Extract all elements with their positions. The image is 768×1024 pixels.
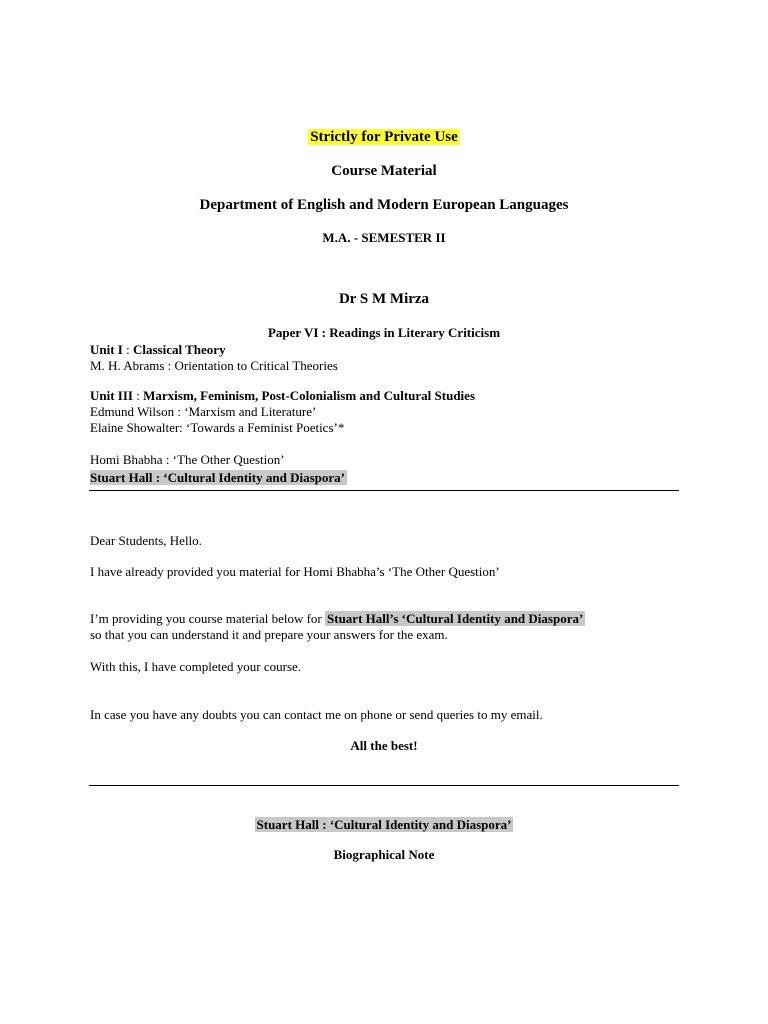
- teacher-name: Dr S M Mirza: [338, 291, 430, 307]
- unit1-heading: [90, 342, 226, 358]
- letter-para-hall-continued: so that you can understand it and prepare your answers for the exam.: [90, 627, 448, 642]
- section-title-text: Stuart Hall : ‘Cultural Identity and Diaspora’: [256, 817, 512, 832]
- section-title: [0, 817, 768, 833]
- private-use-notice-text: Strictly for Private Use: [310, 129, 458, 145]
- unit1-title: Classical Theory: [133, 342, 226, 357]
- unit3-label: Unit III: [90, 388, 133, 403]
- private-use-notice: [0, 129, 768, 146]
- unit1-separator: :: [122, 342, 133, 357]
- letter-signoff: All the best!: [350, 738, 418, 753]
- unit3-item-hall-text: Stuart Hall : ‘Cultural Identity and Diaspora’: [90, 470, 345, 485]
- section-subtitle: Biographical Note: [333, 847, 435, 862]
- letter-para-hall-pre: I’m providing you course material below for: [90, 611, 326, 626]
- letter-para-completed: With this, I have completed your course.: [90, 659, 302, 674]
- unit1-item-abrams: M. H. Abrams : Orientation to Critical Theories: [90, 358, 338, 373]
- department-heading: Department of English and Modern European Languages: [199, 197, 569, 213]
- semester-heading: M.A. - SEMESTER II: [322, 230, 446, 245]
- letter-greeting: Dear Students, Hello.: [90, 533, 202, 548]
- divider-bottom: [89, 785, 679, 786]
- letter-para-contact: In case you have any doubts you can contact me on phone or send queries to my email.: [90, 707, 543, 722]
- unit3-item-wilson: Edmund Wilson : ‘Marxism and Literature’: [90, 404, 317, 419]
- unit1-label: Unit I: [90, 342, 123, 357]
- course-material-heading: Course Material: [331, 163, 437, 179]
- paper-title: Paper VI : Readings in Literary Criticism: [267, 325, 501, 340]
- letter-para-hall-highlight: Stuart Hall’s ‘Cultural Identity and Diaspora’: [327, 611, 584, 626]
- unit3-heading: [90, 388, 475, 404]
- unit3-separator: :: [133, 388, 144, 403]
- unit3-title: Marxism, Feminism, Post-Colonialism and Cultural Studies: [143, 388, 475, 403]
- unit3-item-bhabha: Homi Bhabha : ‘The Other Question’: [90, 452, 285, 467]
- letter-para-hall: [90, 611, 585, 627]
- divider-top: [89, 490, 679, 491]
- unit3-item-showalter: Elaine Showalter: ‘Towards a Feminist Poetics’*: [90, 420, 345, 435]
- unit3-item-hall: [90, 470, 347, 486]
- letter-para-bhabha: I have already provided you material for Homi Bhabha’s ‘The Other Question’: [90, 564, 500, 579]
